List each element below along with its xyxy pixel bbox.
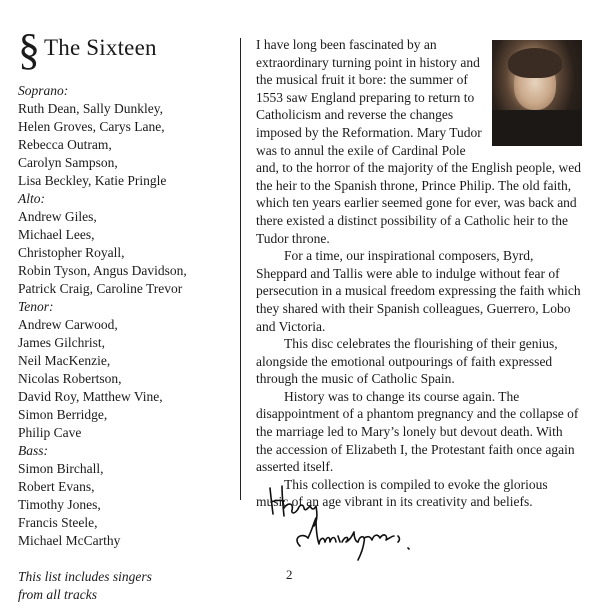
singer-line: Robin Tyson, Angus Davidson, bbox=[18, 263, 187, 278]
conductor-portrait bbox=[492, 40, 582, 146]
singer-line: Francis Steele, bbox=[18, 515, 98, 530]
essay-paragraph: History was to change its course again. The disappointment of a phantom pregnancy and the collapse of the marriage led to Mary’s lonely but devout death. With the accession of Elizabeth I, the Protestant faith once again asserted itself. bbox=[256, 388, 579, 475]
singer-line: Simon Berridge, bbox=[18, 407, 108, 422]
singer-roster bbox=[18, 82, 233, 550]
singer-line: Rebecca Outram, bbox=[18, 137, 112, 152]
singer-line: Nicolas Robertson, bbox=[18, 371, 122, 386]
ensemble-column bbox=[18, 25, 233, 604]
singer-line: Philip Cave bbox=[18, 425, 82, 440]
portrait-shoulders bbox=[492, 110, 582, 146]
singer-line: Lisa Beckley, Katie Pringle bbox=[18, 173, 167, 188]
singer-line: Carolyn Sampson, bbox=[18, 155, 118, 170]
voice-label-soprano: Soprano: bbox=[18, 83, 69, 98]
singer-line: David Roy, Matthew Vine, bbox=[18, 389, 163, 404]
voice-label-alto: Alto: bbox=[18, 191, 45, 206]
singer-line: Patrick Craig, Caroline Trevor bbox=[18, 281, 183, 296]
page-number: 2 bbox=[286, 567, 293, 582]
voice-label-bass: Bass: bbox=[18, 443, 48, 458]
ensemble-heading bbox=[18, 25, 233, 80]
essay-column bbox=[256, 36, 582, 511]
section-mark-icon: § bbox=[18, 25, 40, 74]
essay-paragraph: For a time, our inspirational composers, Byrd, Sheppard and Tallis were able to indulge without fear of persecution in a musical freedom expressing the faith which they shared with their Spanish colleagues, Guerrero, Lobo and Victoria. bbox=[256, 248, 581, 334]
handwritten-signature bbox=[262, 476, 432, 566]
essay-paragraph: This collection is compiled to evoke the glorious music of an age vibrant in its creativity and beliefs. bbox=[256, 476, 548, 510]
singer-line: Helen Groves, Carys Lane, bbox=[18, 119, 165, 134]
singer-line: Michael Lees, bbox=[18, 227, 95, 242]
roster-note: This list includes singers from all tracks bbox=[18, 569, 152, 602]
singer-line: Timothy Jones, bbox=[18, 497, 101, 512]
singer-line: Christopher Royall, bbox=[18, 245, 125, 260]
voice-label-tenor: Tenor: bbox=[18, 299, 54, 314]
singer-line: Michael McCarthy bbox=[18, 533, 121, 548]
singer-line: Robert Evans, bbox=[18, 479, 95, 494]
singer-line: Simon Birchall, bbox=[18, 461, 104, 476]
singer-line: Andrew Giles, bbox=[18, 209, 97, 224]
singer-line: Neil MacKenzie, bbox=[18, 353, 111, 368]
essay-paragraph: This disc celebrates the flourishing of their genius, alongside the emotional outpourings of faith expressed through the music of Catholic Spain. bbox=[256, 336, 558, 387]
essay-paragraph: I have long been fascinated by an extraordinary turning point in history and the musical fruit it bore: the summer of 1553 saw England preparing to return to Catholicism and reverse the changes imposed by the Reformation. Mary Tudor was to annul the exile of Cardinal Pole and, to the horror of the majority of the English people, wed the heir to the Spanish throne, Prince Philip. The old faith, which ten years earlier seemed gone for ever, was back and there existed a distinct possibility of a Catholic heir to the Tudor throne. bbox=[256, 37, 582, 246]
portrait-hair bbox=[508, 48, 562, 78]
column-divider bbox=[240, 38, 241, 500]
singer-line: James Gilchrist, bbox=[18, 335, 105, 350]
singer-line: Ruth Dean, Sally Dunkley, bbox=[18, 101, 163, 116]
singer-line: Andrew Carwood, bbox=[18, 317, 118, 332]
ensemble-title: The Sixteen bbox=[44, 35, 157, 60]
